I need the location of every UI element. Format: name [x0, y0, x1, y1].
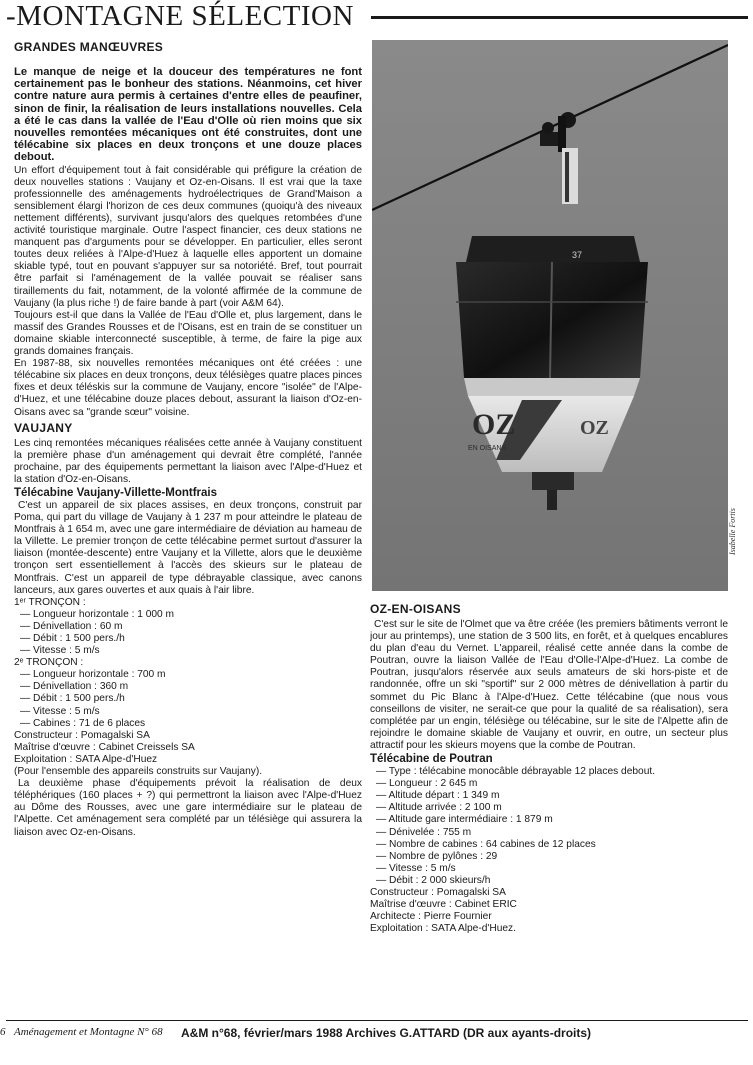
body-paragraph-3: En 1987-88, six nouvelles remontées mécaniques ont été créées : une télécabine six places en deux tronçons, deux télésièges quatre places pinces fixes et deux téléskis sur la commune de Vaujany, encore "isolée" de l'Alpe-d'Huez, et une télécabine douze places debout, assurant la liaison d'Oz-en-Oisans avec sa "grande sœur" voisine.	[14, 358, 362, 418]
spec-item: — Longueur horizontale : 700 m	[20, 669, 166, 681]
spec-item: — Débit : 1 500 pers./h	[20, 693, 125, 705]
credit-line: Constructeur : Pomagalski SA	[14, 729, 150, 741]
spec-item: — Longueur horizontale : 1 000 m	[20, 608, 175, 620]
spec-heading-troncon-2: 2ᵉ TRONÇON :	[14, 657, 84, 669]
spec-item: — Dénivelée : 755 m	[376, 826, 472, 838]
credit-line: (Pour l'ensemble des appareils construits sur Vaujany).	[14, 766, 263, 778]
body-paragraph-6: La deuxième phase d'équipements prévoit la réalisation de deux téléphériques (160 places + ?) qui permettront la liaison avec l'Alpe-d'Huez au Dôme des Rousses, avec une gare intermédiaire sur le plateau de l'Alpette. Cet aménagement sera complété par un télésiège qui assurera la liaison avec Oz-en-Oisans.	[14, 778, 362, 838]
magazine-name: Aménagement et Montagne N° 68	[14, 1026, 163, 1038]
spec-item: — Dénivellation : 60 m	[20, 620, 123, 632]
spec-heading-troncon-1: 1ᵉʳ TRONÇON :	[14, 596, 86, 608]
credit-line: Maîtrise d'œuvre : Cabinet Creissels SA	[14, 741, 195, 753]
page-title: -MONTAGNE SÉLECTION	[6, 0, 354, 32]
right-column	[370, 600, 728, 1004]
telecabine-photo	[372, 40, 728, 591]
header-rule	[371, 16, 748, 19]
page-header	[6, 0, 748, 32]
cabin-number: 37	[572, 250, 583, 260]
credit-line: Architecte : Pierre Fournier	[370, 911, 492, 923]
footer-rule	[6, 1020, 748, 1021]
spec-item: — Nombre de cabines : 64 cabines de 12 places	[376, 838, 596, 850]
spec-item: — Longueur : 2 645 m	[376, 778, 478, 790]
spec-item: — Cabines : 71 de 6 places	[20, 717, 146, 729]
credit-line: Maîtrise d'œuvre : Cabinet ERIC	[370, 899, 517, 911]
credit-line: Constructeur : Pomagalski SA	[370, 886, 506, 898]
body-paragraph-2: Toujours est-il que dans la Vallée de l'Eau d'Olle et, plus largement, dans le massif des Grandes Rousses et de l'Oisans, est en train de se constituer un domaine skiable interconnecté susceptible, à terme, de faire la pige aux grands domaines français.	[14, 309, 362, 358]
spec-item: — Altitude départ : 1 349 m	[376, 790, 500, 802]
spec-item: — Vitesse : 5 m/s	[20, 705, 100, 717]
cabin-sub-logo: EN OISANS	[468, 445, 507, 452]
subheading-telecabine-poutran: Télécabine de Poutran	[370, 753, 493, 766]
spec-item: — Altitude arrivée : 2 100 m	[376, 802, 502, 814]
spec-item: — Débit : 1 500 pers./h	[20, 633, 125, 644]
section-heading-vaujany: VAUJANY	[14, 420, 73, 435]
cabin-logo-side: OZ	[580, 417, 609, 439]
body-paragraph-4: Les cinq remontées mécaniques réalisées cette année à Vaujany constituent la première phase d'un aménagement qui devrait être complété, l'année prochaine, par des équipements permettant la liaison avec l'Alpe-d'Huez et la station d'Oz-en-Oisans.	[14, 437, 362, 485]
page-footer	[0, 1026, 753, 1044]
photo-credit: Isabelle Fortis	[728, 508, 737, 555]
credit-line: Exploitation : SATA Alpe-d'Huez.	[370, 923, 516, 935]
section-heading-grandes-manoeuvres: GRANDES MANŒUVRES	[14, 40, 164, 54]
body-paragraph-oz: C'est sur le site de l'Olmet que va être créée (les premiers bâtiments verront le jour au printemps), une station de 3 500 lits, en forêt, et à quelques encablures du plan d'eau du Vernet. L'appareil, réalisé cette année dans la combe de Poutran, ouvre la liaison Vallée de l'Eau d'Olle-l'Alpe-d'Huez. La combe de Poutran, jusqu'alors réservée aux seuls amateurs de ski hors-piste et de randonnée, offre un ski "sportif" sur 2 000 mètres de dénivellation à partir du sommet du Pic Blanc à l'Alpe-d'Huez. Cette télécabine (que nous vous conseillons de visiter, ne serait-ce que pour la qualité de sa réalisation), sera complétée par un engin, télésiège ou télécabine, sur le site de l'Alpette afin de rejoindre le domaine skiable de Vaujany et ouvrir, en outre, un secteur plus attractif pour les skieurs moyens que la combe de Poutran.	[370, 619, 728, 751]
body-paragraph-1: Un effort d'équipement tout à fait considérable qui préfigure la création de deux nouvelles stations : Vaujany et Oz-en-Oisans. Il est vrai que la taxe professionnelle des aménagements hydroélectriques de Grand'Maison a sensiblement élargi l'horizon de ces deux communes (quoiqu'à des niveaux nettement différents), survivant jusqu'alors des quelques retombées d'une activité touristique marginale. Outre l'aspect financier, ces deux stations ne manquent pas d'arguments pour se développer. En particulier, elles seront toutes deux reliées à l'Alpe-d'Huez à laquelle elles apportent un domaine skiable typé, tout en pouvant s'appuyer sur sa notoriété. Bref, tout pourrait être parfait si l'aménagement de la vallée pouvait se réaliser sans tiraillements du fait, notamment, de la volonté affirmée de la commune de Vaujany (la plus riche !) de faire bande à part (voir A&M 64).	[14, 164, 362, 309]
section-heading-oz-en-oisans: OZ-EN-OISANS	[370, 602, 461, 616]
cabin-logo: OZ	[472, 408, 516, 441]
subheading-telecabine-vaujany: Télécabine Vaujany-Villette-Montfrais	[14, 486, 218, 499]
lead-paragraph: Le manque de neige et la douceur des températures ne font certainement pas le bonheur des stations. Néanmoins, cet hiver contre nature aura permis à certaines d'entre elles de peaufiner, sinon de finir, la réalisation de leurs installations nouvelles. Cela a été le cas dans la vallée de l'Eau d'Olle où rien moins que six nouvelles remontées mécaniques ont été construites, dont une télécabine six places en deux tronçons et une douze places debout.	[14, 66, 362, 164]
spec-item: — Vitesse : 5 m/s	[376, 862, 456, 874]
body-paragraph-5: C'est un appareil de six places assises, en deux tronçons, construit par Poma, qui part du village de Vaujany à 1 237 m pour atteindre le plateau de Montfrais à 1 654 m, avec une gare intermédiaire de déviation au hameau de la Villette. Le premier tronçon de cette télécabine permet surtout d'assurer la liaison (montée-descente) entre Vaujany et la Villette, alors que le deuxième tronçon sert essentiellement à l'accès des skieurs sur le plateau de Montfrais. C'est un appareil de type débrayable classique, avec canons lanceurs, aux gares ouvertes et aux quais à l'air libre.	[14, 499, 362, 596]
page-number: 6	[0, 1026, 6, 1038]
spec-item: — Vitesse : 5 m/s	[20, 645, 100, 657]
left-column	[14, 36, 362, 1004]
archive-caption: A&M n°68, février/mars 1988 Archives G.ATTARD (DR aux ayants-droits)	[181, 1026, 592, 1040]
spec-item: — Altitude gare intermédiaire : 1 879 m	[376, 814, 553, 826]
spec-item: — Dénivellation : 360 m	[20, 681, 129, 693]
spec-item: — Débit : 2 000 skieurs/h	[376, 874, 491, 886]
spec-item: — Type : télécabine monocâble débrayable 12 places debout.	[376, 766, 656, 778]
spec-item: — Nombre de pylônes : 29	[376, 850, 498, 862]
credit-line: Exploitation : SATA Alpe-d'Huez	[14, 753, 158, 765]
